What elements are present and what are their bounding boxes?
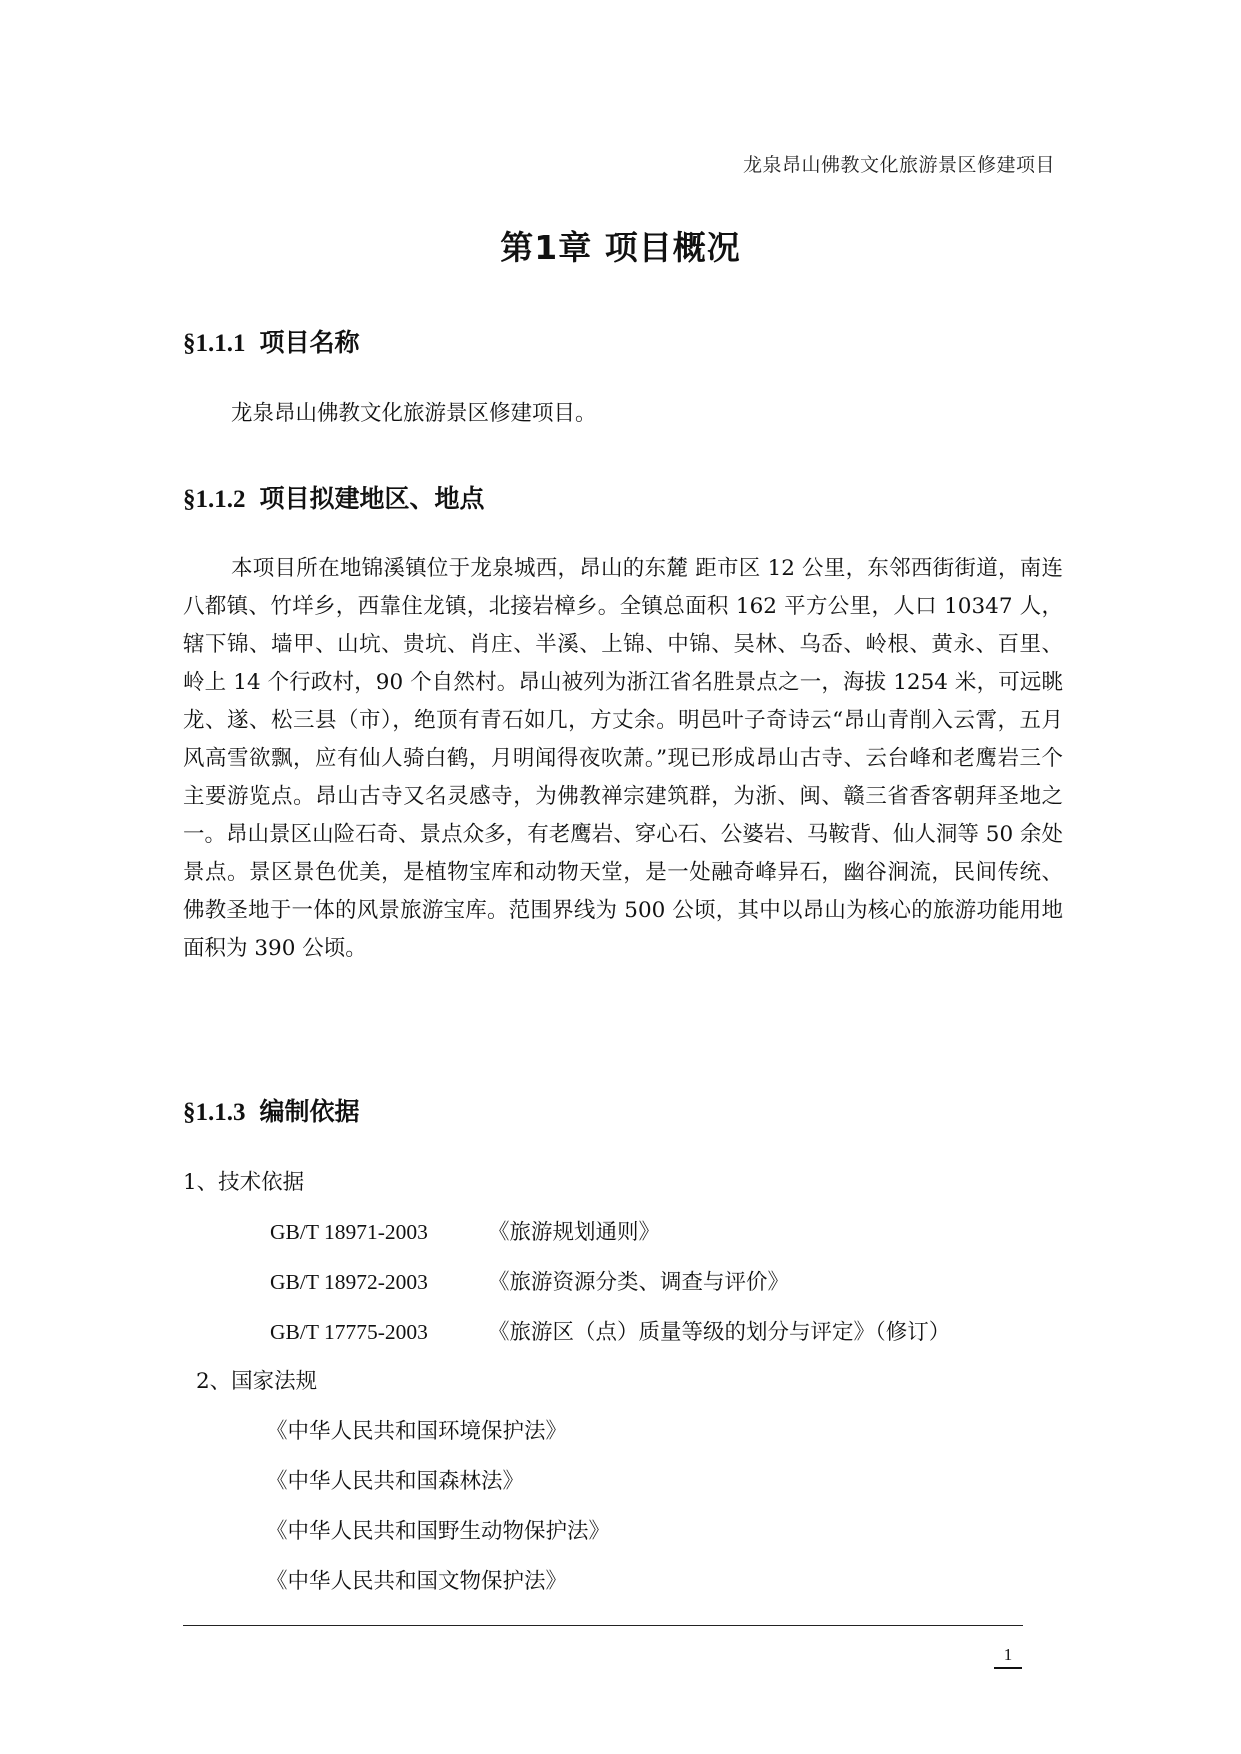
- page-number: 1: [994, 1645, 1022, 1669]
- law-item: 《中华人民共和国文物保护法》: [266, 1569, 568, 1594]
- chapter-title: 第1章 项目概况: [500, 228, 741, 267]
- section-heading-basis: [183, 1092, 360, 1128]
- law-item: 《中华人民共和国野生动物保护法》: [266, 1519, 611, 1544]
- section-number: §1.1.3: [183, 1099, 246, 1126]
- national-laws-label: 2、国家法规: [196, 1369, 318, 1394]
- standard-row: [270, 1315, 950, 1346]
- section-title: 项目名称: [259, 328, 360, 357]
- section-title: 项目拟建地区、地点: [259, 484, 485, 513]
- standard-row: [270, 1265, 789, 1296]
- section-heading-project-name: [183, 323, 360, 359]
- section-title: 编制依据: [259, 1097, 360, 1126]
- standard-code: GB/T 17775-2003: [270, 1320, 428, 1344]
- standard-code: GB/T 18971-2003: [270, 1220, 428, 1244]
- location-paragraph: 本项目所在地锦溪镇位于龙泉城西，昂山的东麓 距市区 12 公里，东邻西街街道，南连八都镇、竹垟乡，西靠住龙镇，北接岩樟乡。全镇总面积 162 平方公里，人口 10347 人，辖下锦、墙甲、山坑、贵坑、肖庄、半溪、上锦、中锦、吴林、乌岙、岭根、黄永、百里、岭上 14 个行政村，90 个自然村。昂山被列为浙江省名胜景点之一，海拔 1254 米，可远眺龙、遂、松三县（市），绝顶有青石如几，方丈余。明邑叶子奇诗云“昂山青削入云霄，五月风高雪欲飘，应有仙人骑白鹤，月明闻得夜吹萧。”现已形成昂山古寺、云台峰和老鹰岩三个主要游览点。昂山古寺又名灵感寺，为佛教禅宗建筑群，为浙、闽、赣三省香客朝拜圣地之一。昂山景区山险石奇、景点众多，有老鹰岩、穿心石、公婆岩、马鞍背、仙人洞等 50 余处景点。景区景色优美，是植物宝库和动物天堂，是一处融奇峰异石，幽谷涧流，民间传统、佛教圣地于一体的风景旅游宝库。范围界线为 500 公顷，其中以昂山为核心的旅游功能用地面积为 390 公顷。: [183, 556, 1063, 961]
- section-number: §1.1.2: [183, 486, 246, 513]
- standard-title: 《旅游区（点）质量等级的划分与评定》（修订）: [488, 1320, 951, 1345]
- standard-code: GB/T 18972-2003: [270, 1270, 428, 1294]
- standard-row: [270, 1215, 660, 1246]
- section-number: §1.1.1: [183, 330, 246, 357]
- section-heading-location: [183, 479, 485, 515]
- law-item: 《中华人民共和国森林法》: [266, 1469, 525, 1494]
- technical-basis-label: 1、技术依据: [183, 1170, 305, 1195]
- law-item: 《中华人民共和国环境保护法》: [266, 1419, 568, 1444]
- running-header: 龙泉昂山佛教文化旅游景区修建项目: [742, 154, 1055, 176]
- standard-title: 《旅游规划通则》: [488, 1220, 661, 1245]
- footer-divider: [183, 1625, 1023, 1626]
- project-name-paragraph: 龙泉昂山佛教文化旅游景区修建项目。: [231, 401, 597, 426]
- standard-title: 《旅游资源分类、调查与评价》: [488, 1270, 790, 1295]
